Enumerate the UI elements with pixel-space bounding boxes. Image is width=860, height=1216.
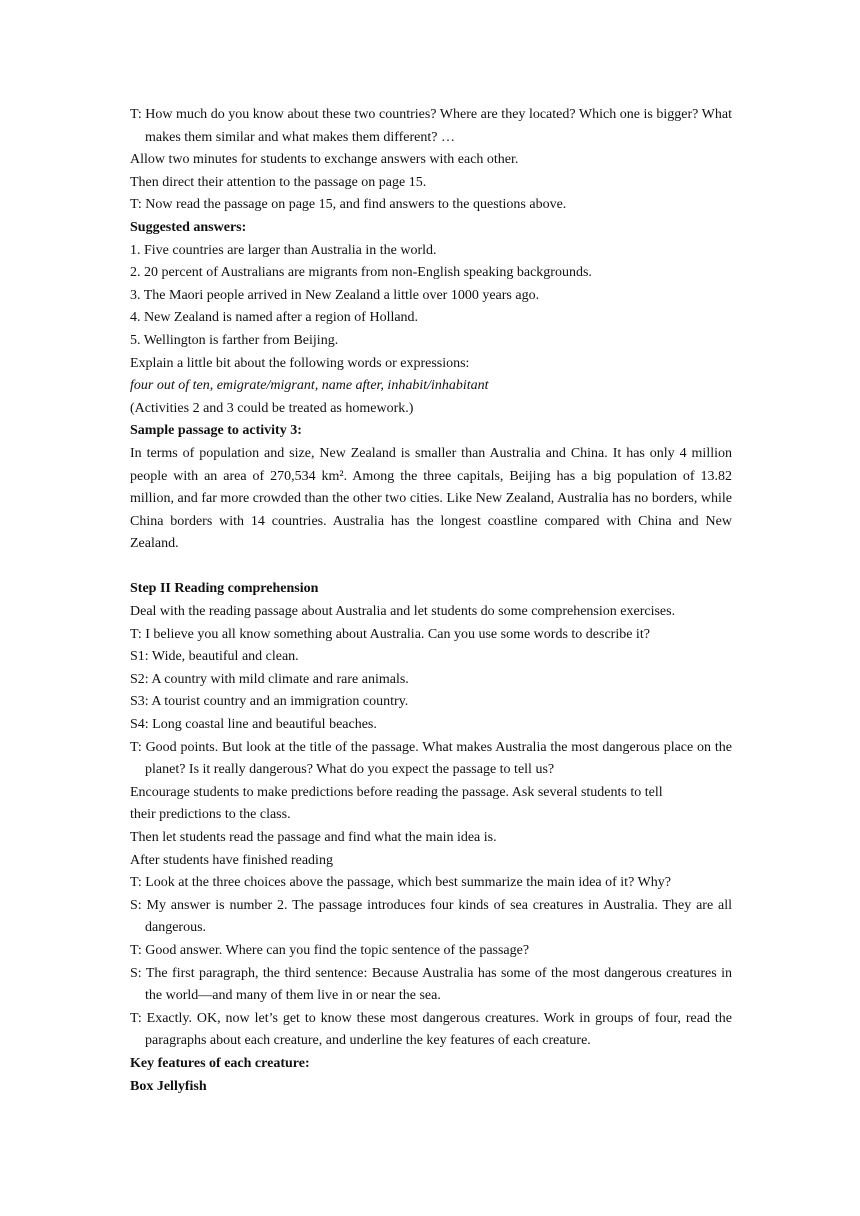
vocabulary-list: four out of ten, emigrate/migrant, name after, inhabit/inhabitant	[130, 378, 489, 394]
encourage-predictions: Encourage students to make predictions before reading the passage. Ask several students to tell	[130, 784, 663, 800]
teacher-question-countries: T: How much do you know about these two countries? Where are they located? Which one is bigger? What makes them similar and what makes them different? …	[130, 107, 732, 145]
teacher-good-points: T: Good points. But look at the title of the passage. What makes Australia the most dangerous place on the planet? Is it really dangerous? What do you expect the passage to tell us?	[130, 739, 732, 778]
document-page	[130, 104, 732, 1098]
answer-item: 2. 20 percent of Australians are migrants from non-English speaking backgrounds.	[130, 265, 592, 281]
teacher-exactly: T: Exactly. OK, now let’s get to know these most dangerous creatures. Work in groups of four, read the paragraphs about each creature, and underline the key features of each creature.	[130, 1010, 732, 1049]
after-reading: After students have finished reading	[130, 852, 333, 868]
teacher-topic-sentence: T: Good answer. Where can you find the topic sentence of the passage?	[130, 942, 530, 958]
student-one: S1: Wide, beautiful and clean.	[130, 649, 299, 665]
then-let-students: Then let students read the passage and find what the main idea is.	[130, 830, 497, 845]
box-jellyfish-heading: Box Jellyfish	[130, 1078, 207, 1094]
encourage-predictions-cont: their predictions to the class.	[130, 807, 291, 823]
suggested-answers-heading: Suggested answers:	[130, 219, 247, 235]
student-four: S4: Long coastal line and beautiful beaches.	[130, 717, 377, 733]
teacher-believe: T: I believe you all know something about Australia. Can you use some words to describe it?	[130, 626, 650, 642]
sample-passage-heading: Sample passage to activity 3:	[130, 423, 302, 439]
homework-note: (Activities 2 and 3 could be treated as homework.)	[130, 400, 414, 416]
student-three: S3: A tourist country and an immigration country.	[130, 694, 409, 710]
step-two-heading: Step II Reading comprehension	[130, 581, 319, 597]
blank-line	[130, 556, 732, 579]
sample-passage-text: In terms of population and size, New Zealand is smaller than Australia and China. It has only 4 million people with an area of 270,534 km². Among the three capitals, Beijing has a big population of 13.82 million, and far more crowded than the other two cities. Like New Zealand, Australia has no borders, while China borders with 14 countries. Australia has the longest coastline compared with China and New Zealand.	[130, 445, 732, 552]
teacher-read-passage: T: Now read the passage on page 15, and find answers to the questions above.	[130, 197, 567, 213]
explain-instruction: Explain a little bit about the following words or expressions:	[130, 355, 470, 371]
student-two: S2: A country with mild climate and rare animals.	[130, 671, 409, 687]
answer-item: 4. New Zealand is named after a region of Holland.	[130, 310, 419, 326]
student-answer: S: My answer is number 2. The passage introduces four kinds of sea creatures in Australia. They are all dangerous.	[130, 897, 732, 936]
key-features-heading: Key features of each creature:	[130, 1055, 310, 1071]
answer-item: 5. Wellington is farther from Beijing.	[130, 332, 339, 348]
answer-item: 1. Five countries are larger than Australia in the world.	[130, 242, 437, 258]
teacher-look-choices: T: Look at the three choices above the passage, which best summarize the main idea of it? Why?	[130, 875, 671, 891]
allow-two-minutes: Allow two minutes for students to exchange answers with each other.	[130, 152, 519, 168]
student-first-paragraph: S: The first paragraph, the third sentence: Because Australia has some of the most dangerous creatures in the world—and many of them live in or near the sea.	[130, 965, 732, 1004]
deal-with-passage: Deal with the reading passage about Australia and let students do some comprehension exercises.	[130, 604, 676, 620]
direct-attention: Then direct their attention to the passage on page 15.	[130, 174, 427, 190]
answer-item: 3. The Maori people arrived in New Zealand a little over 1000 years ago.	[130, 287, 540, 303]
